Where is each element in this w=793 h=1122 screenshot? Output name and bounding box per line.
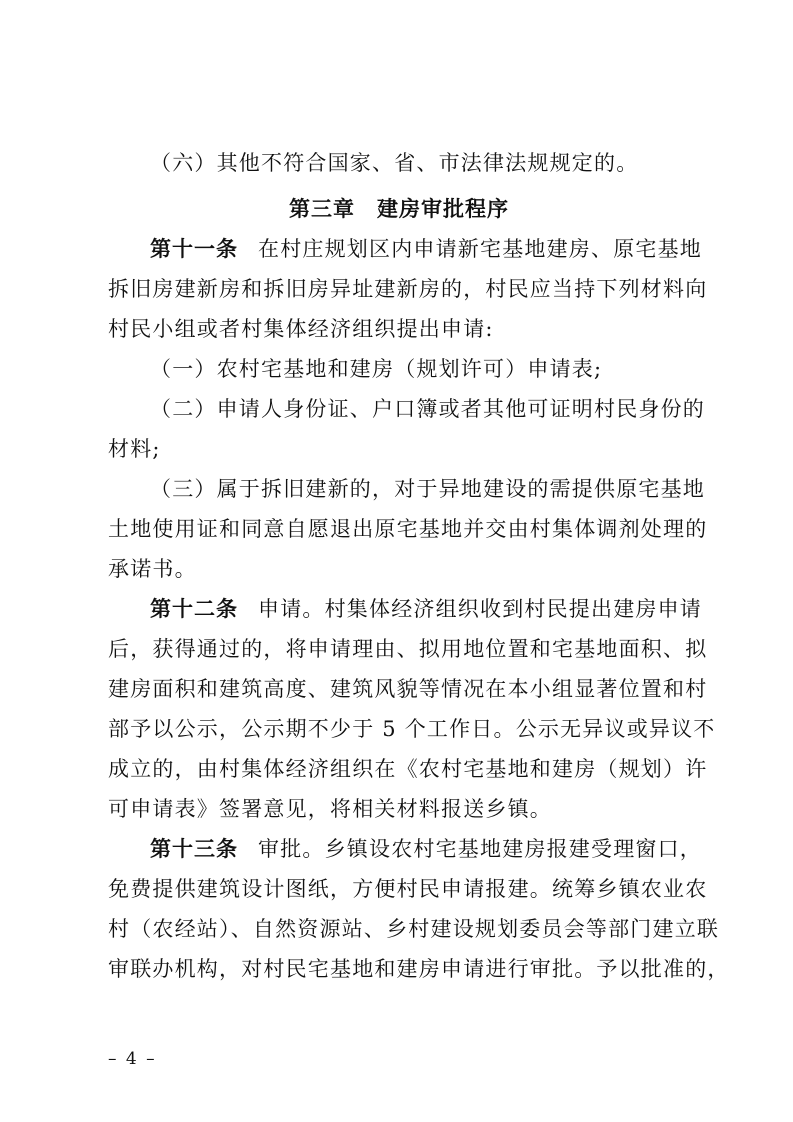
paragraph-line: [108, 789, 690, 829]
article-label: 第十一条: [150, 237, 238, 261]
line-text: （一）农村宅基地和建房（规划许可）申请表;: [150, 357, 603, 381]
paragraph-line: [108, 509, 708, 549]
line-text: 承诺书。: [108, 557, 197, 581]
line-text: 申请。村集体经济组织收到村民提出建房申请: [258, 597, 702, 621]
paragraph-line: [108, 429, 690, 469]
article-line: [150, 589, 702, 629]
line-text: 成立的，由村集体经济组织在《农村宅基地和建房（规划）许: [108, 757, 708, 781]
list-item-line: [150, 469, 705, 509]
paragraph-line: [150, 143, 690, 183]
paragraph-line: [108, 629, 708, 669]
article-line: [150, 829, 702, 869]
line-text: 免费提供建筑设计图纸，方便村民申请报建。统筹乡镇农业农: [108, 877, 708, 901]
page-number: – 4 –: [108, 1049, 157, 1069]
line-text: 后，获得通过的，将申请理由、拟用地位置和宅基地面积、拟: [108, 637, 708, 661]
line-text: 审批。乡镇设农村宅基地建房报建受理窗口，: [258, 837, 702, 861]
paragraph-line: [108, 869, 708, 909]
article-label: 第十三条: [150, 837, 238, 861]
line-text: 村民小组或者村集体经济组织提出申请:: [108, 317, 494, 341]
line-text: 审联办机构，对村民宅基地和建房申请进行审批。予以批准的，: [108, 957, 730, 981]
paragraph-line: [108, 749, 708, 789]
line-text: 村（农经站）、自然资源站、乡村建设规划委员会等部门建立联: [108, 917, 720, 941]
article-label: 第十二条: [150, 597, 238, 621]
paragraph-line: [108, 909, 720, 949]
line-text: 部予以公示，公示期不少于 5 个工作日。公示无异议或异议不: [108, 717, 716, 741]
paragraph-line: [108, 549, 690, 589]
paragraph-line: [108, 309, 690, 349]
list-item-line: [150, 349, 690, 389]
article-line: [150, 229, 702, 269]
line-text: 在村庄规划区内申请新宅基地建房、原宅基地: [258, 237, 702, 261]
paragraph-line: [108, 709, 716, 749]
line-text: 土地使用证和同意自愿退出原宅基地并交由村集体调剂处理的: [108, 517, 708, 541]
line-text: 建房面积和建筑高度、建筑风貌等情况在本小组显著位置和村: [108, 677, 708, 701]
line-text: （二）申请人身份证、户口簿或者其他可证明村民身份的: [150, 397, 705, 421]
line-text: （三）属于拆旧建新的，对于异地建设的需提供原宅基地: [150, 477, 705, 501]
paragraph-line: [108, 669, 708, 709]
chapter-heading: 第三章 建房审批程序: [289, 197, 509, 221]
paragraph-line: [108, 269, 708, 309]
line-text: 材料;: [108, 437, 161, 461]
line-text: 可申请表》签署意见，将相关材料报送乡镇。: [108, 797, 552, 821]
list-item-line: [150, 389, 705, 429]
line-text: 拆旧房建新房和拆旧房异址建新房的，村民应当持下列材料向: [108, 277, 708, 301]
line-text: （六）其他不符合国家、省、市法律法规规定的。: [150, 151, 639, 175]
paragraph-line: [108, 949, 730, 989]
